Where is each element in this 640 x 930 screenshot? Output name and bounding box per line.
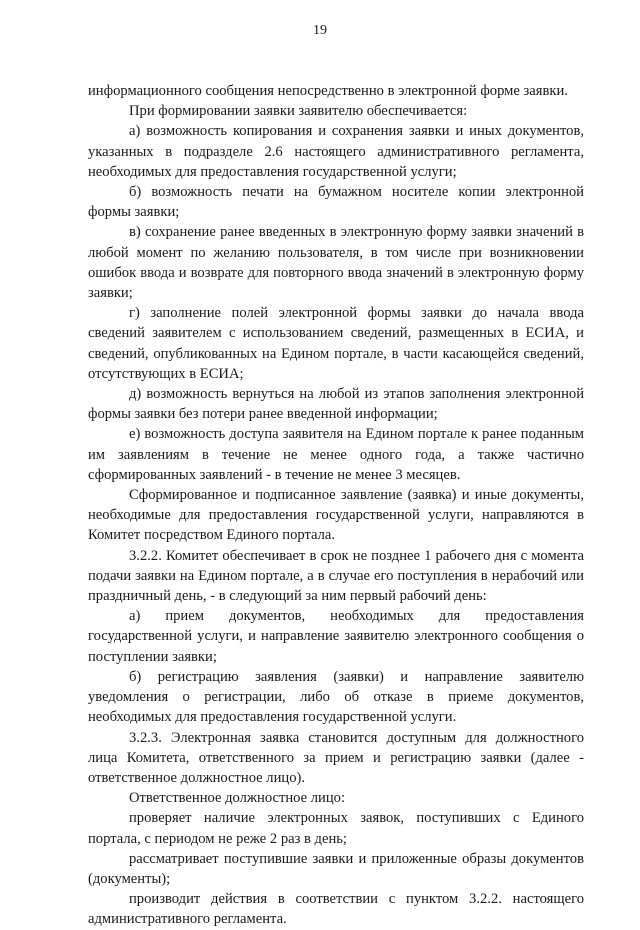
paragraph-8: е) возможность доступа заявителя на Едином портале к ранее поданным им заявлениям в течение не менее одного года, а также частично сформированных заявлений - в течение не менее 3 месяцев.	[88, 426, 584, 483]
paragraph-2: При формировании заявки заявителю обеспечивается:	[129, 103, 468, 120]
paragraph-1: информационного сообщения непосредственно в электронной форме заявки.	[88, 83, 568, 99]
paragraph-12: б) регистрацию заявления (заявки) и направление заявителю уведомления о регистрации, либо об отказе в приеме документов, необходимых для предоставления государственной услуги.	[88, 668, 584, 726]
paragraph-9: Сформированное и подписанное заявление (заявка) и иные документы, необходимые для предоставления государственной услуги, направляются в Комитет посредством Единого портала.	[88, 487, 584, 544]
paragraph-3: а) возможность копирования и сохранения заявки и иных документов, указанных в подразделе 2.6 настоящего административного регламента, необходимых для предоставления государственной услуги;	[88, 123, 584, 180]
paragraph-5: в) сохранение ранее введенных в электронную форму заявки значений в любой момент по желанию пользователя, в том числе при возникновении ошибок ввода и возврате для повторного ввода значений в электронную форму заявки;	[88, 224, 584, 302]
paragraph-11: а) прием документов, необходимых для предоставления государственной услуги, и направление заявителю электронного сообщения о поступлении заявки;	[88, 608, 584, 665]
paragraph-13: 3.2.3. Электронная заявка становится доступным для должностного лица Комитета, ответственного за прием и регистрацию заявки (далее - ответственное должностное лицо).	[88, 729, 584, 786]
paragraph-7: д) возможность вернуться на любой из этапов заполнения электронной формы заявки без потери ранее введенной информации;	[88, 386, 584, 423]
paragraph-16: рассматривает поступившие заявки и приложенные образы документов (документы);	[88, 850, 584, 887]
paragraph-17: производит действия в соответствии с пунктом 3.2.2. настоящего административного регламента.	[88, 891, 584, 928]
page-number: 19	[313, 23, 327, 38]
paragraph-14: Ответственное должностное лицо:	[129, 790, 345, 807]
document-body	[88, 81, 584, 930]
paragraph-6: г) заполнение полей электронной формы заявки до начала ввода сведений заявителем с использованием сведений, размещенных в ЕСИА, и сведений, опубликованных на Едином портале, в части касающейся сведений, отсутствующих в ЕСИА;	[88, 305, 584, 382]
paragraph-15: проверяет наличие электронных заявок, поступивших с Единого портала, с периодом не реже 2 раз в день;	[88, 810, 584, 847]
paragraph-4: б) возможность печати на бумажном носителе копии электронной формы заявки;	[88, 184, 584, 221]
paragraph-10: 3.2.2. Комитет обеспечивает в срок не позднее 1 рабочего дня с момента подачи заявки на Едином портале, а в случае его поступления в нерабочий или праздничный день, - в следующий за ним первый рабочий день:	[88, 547, 584, 605]
